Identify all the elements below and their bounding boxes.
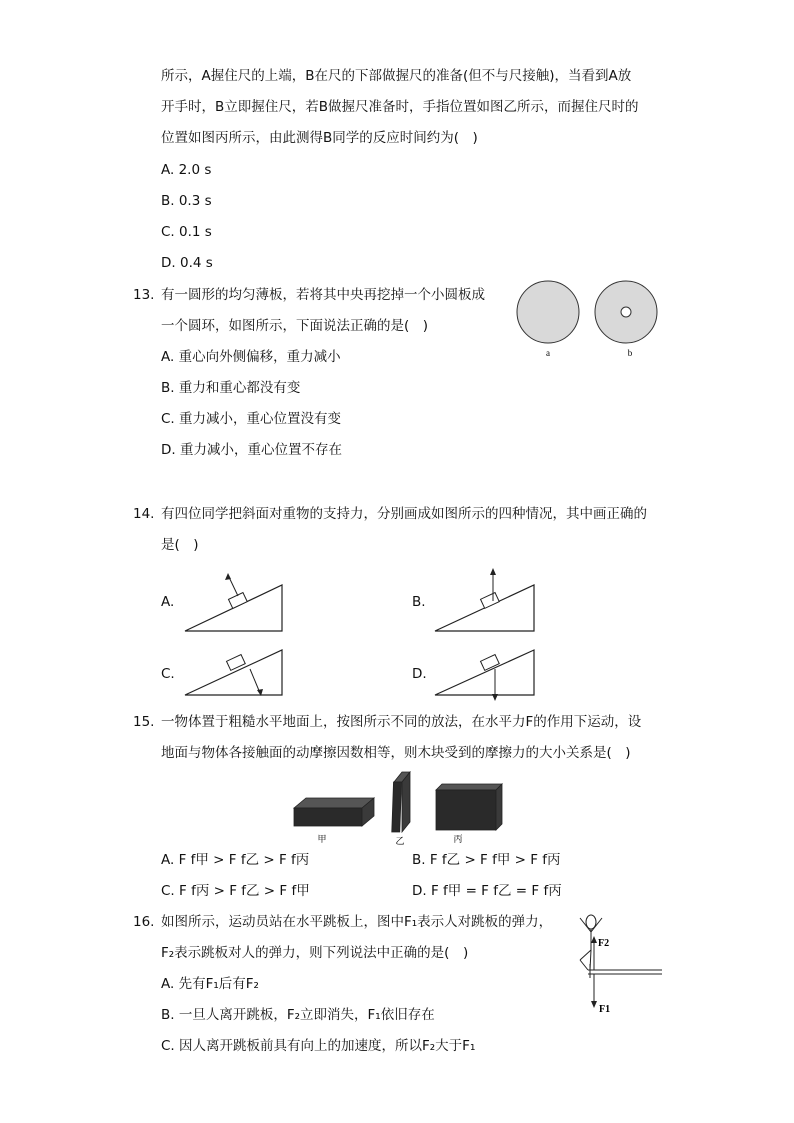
q13-option-a[interactable]: A. 重心向外侧偏移，重力减小 [161,349,341,365]
q15-number: 15. [133,714,155,730]
q14-label-a[interactable]: A. [161,594,175,610]
incline-figure-b [430,565,540,637]
q12-option-b[interactable]: B. 0.3 s [161,193,212,209]
q12-option-d[interactable]: D. 0.4 s [161,255,213,271]
incline-figure-c [180,645,290,700]
q13-line-2: 一个圆环，如图所示，下面说法正确的是( ) [161,318,429,334]
q15-option-b[interactable]: B. F f乙 > F f甲 > F f丙 [412,852,561,868]
incline-figure-a [180,565,290,637]
solid-disk [517,281,579,343]
q15-line-2: 地面与物体各接触面的动摩擦因数相等，则木块受到的摩擦力的大小关系是( ) [161,745,631,761]
q16-line-1: 如图所示，运动员站在水平跳板上，图中F₁表示人对跳板的弹力， [161,914,553,930]
q14-line-1: 有四位同学把斜面对重物的支持力，分别画成如图所示的四种情况，其中画正确的 [161,506,647,522]
q14-label-b[interactable]: B. [412,594,426,610]
q16-option-c[interactable]: C. 因人离开跳板前具有向上的加速度，所以F₂大于F₁ [161,1038,476,1054]
q16-number: 16. [133,914,155,930]
q12-line-1: 所示，A握住尺的上端，B在尺的下部做握尺的准备(但不与尺接触)，当看到A放 [161,68,632,84]
f1-label: F1 [599,1004,611,1015]
q15-label-yi: 乙 [395,836,405,846]
q15-option-c[interactable]: C. F f丙 > F f乙 > F f甲 [161,883,310,899]
q13-figure [510,280,670,365]
q16-option-a[interactable]: A. 先有F₁后有F₂ [161,976,259,992]
q12-option-a[interactable]: A. 2.0 s [161,162,212,178]
q13-option-c[interactable]: C. 重力减小，重心位置没有变 [161,411,342,427]
q13-option-b[interactable]: B. 重力和重心都没有变 [161,380,301,396]
q12-line-2: 开手时，B立即握住尺，若B做握尺准备时，手指位置如图乙所示，而握住尺时的 [161,99,639,115]
ring-hole [621,307,631,317]
fig-label-a: a [546,348,550,358]
q14-label-c[interactable]: C. [161,666,175,682]
q13-option-d[interactable]: D. 重力减小，重心位置不存在 [161,442,342,458]
q15-option-a[interactable]: A. F f甲 > F f乙 > F f丙 [161,852,310,868]
q16-line-2: F₂表示跳板对人的弹力，则下列说法中正确的是( ) [161,945,469,961]
incline-figure-d [430,645,540,703]
q14-line-2: 是( ) [161,537,199,553]
q15-label-bing: 丙 [453,834,463,844]
q13-line-1: 有一圆形的均匀薄板，若将其中央再挖掉一个小圆板成 [161,287,485,303]
q16-option-b[interactable]: B. 一旦人离开跳板，F₂立即消失，F₁依旧存在 [161,1007,435,1023]
q13-number: 13. [133,287,155,303]
q14-label-d[interactable]: D. [412,666,427,682]
q16-diver-figure [566,908,666,1018]
q15-label-jia: 甲 [317,834,327,844]
q12-option-c[interactable]: C. 0.1 s [161,224,212,240]
q15-line-1: 一物体置于粗糙水平地面上，按图所示不同的放法，在水平力F的作用下运动，设 [161,714,642,730]
fig-label-b: b [627,348,633,358]
q14-number: 14. [133,506,155,522]
q15-figure [290,768,510,848]
q12-line-3: 位置如图丙所示，由此测得B同学的反应时间约为( ) [161,130,478,146]
f2-label: F2 [598,938,610,949]
q15-option-d[interactable]: D. F f甲 = F f乙 = F f丙 [412,883,562,899]
